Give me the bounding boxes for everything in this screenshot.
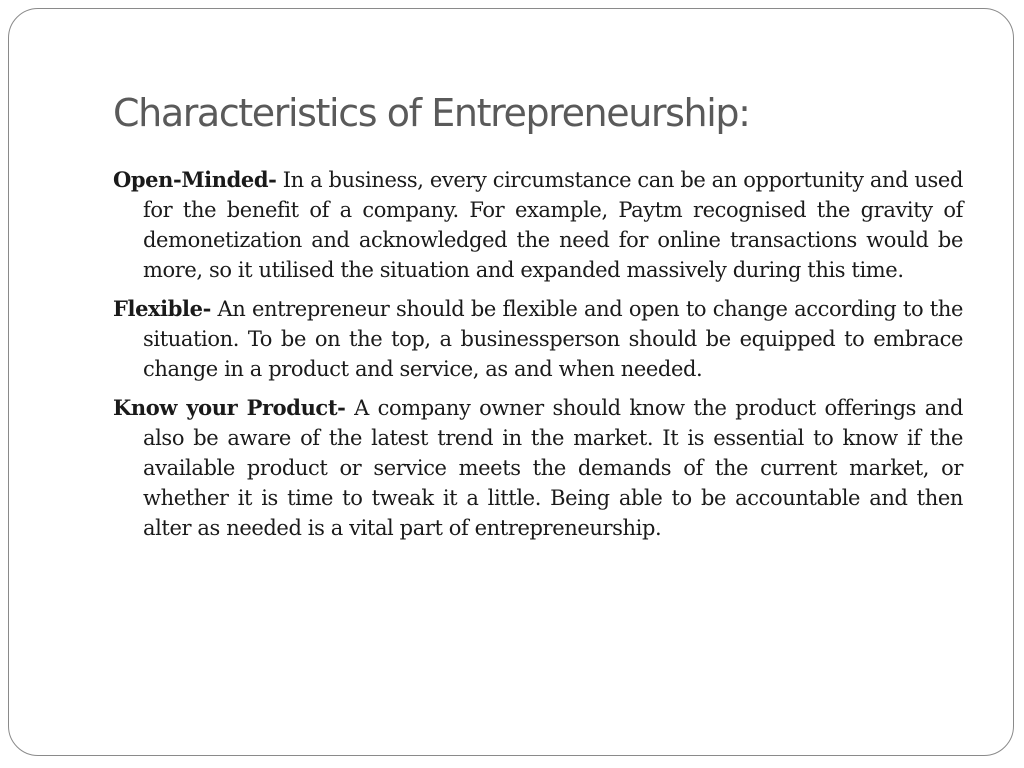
slide-title: Characteristics of Entrepreneurship: bbox=[113, 91, 750, 135]
item-term: Open-Minded- bbox=[113, 167, 277, 192]
list-item-flexible bbox=[113, 294, 963, 384]
list-item-open-minded bbox=[113, 165, 963, 285]
list-item-know-your-product bbox=[113, 393, 963, 543]
item-term: Flexible- bbox=[113, 296, 211, 321]
item-description: In a business, every circumstance can be an opportunity and used for the benefit of a company. For example, Paytm recognised the gravity of demonetization and acknowledged the need for online transactions would be more, so it utilised the situation and expanded massively during this time. bbox=[143, 168, 963, 282]
item-term: Know your Product- bbox=[113, 395, 346, 420]
item-description: A company owner should know the product offerings and also be aware of the latest trend in the market. It is essential to know if the available product or service meets the demands of the current market, or whether it is time to tweak it a little. Being able to be accountable and then alter as needed is a vital part of entrepreneurship. bbox=[143, 396, 963, 540]
characteristics-list bbox=[113, 165, 963, 552]
item-description: An entrepreneur should be flexible and open to change according to the situation. To be on the top, a businessperson should be equipped to embrace change in a product and service, as and when needed. bbox=[143, 297, 963, 381]
